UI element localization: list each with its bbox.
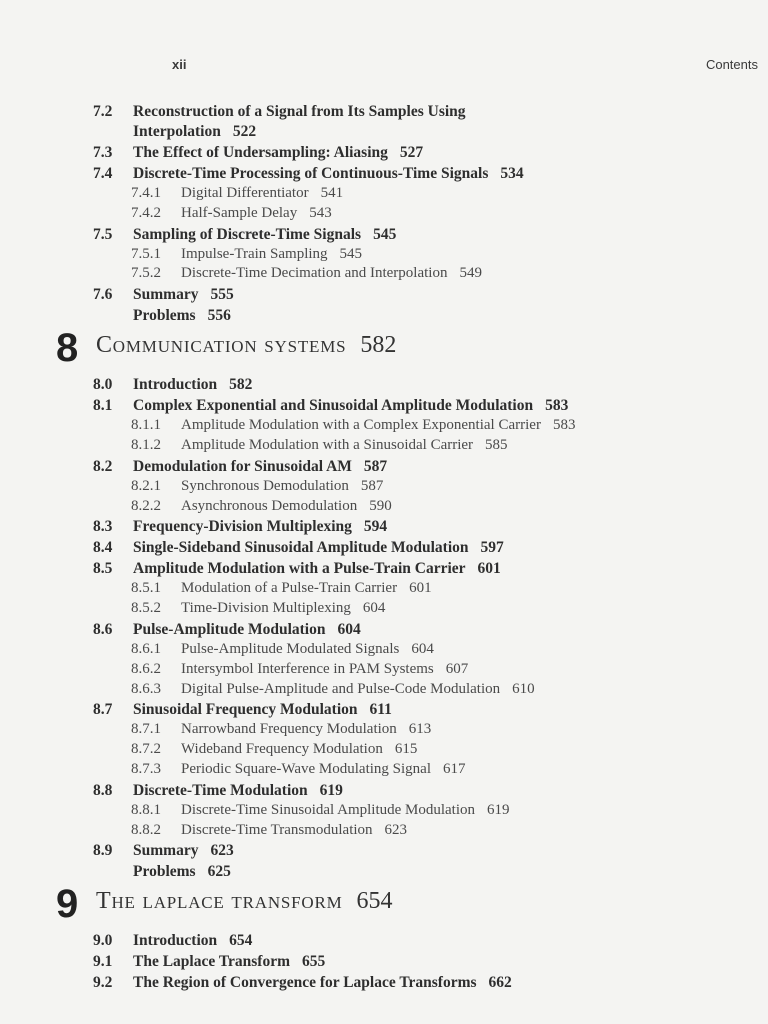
toc-subsection-8-8-2[interactable] [0,821,768,841]
page-number: xii [172,57,187,72]
section-number: 7.5 [93,225,113,243]
subsection-number: 8.7.2 [131,741,161,758]
section-number: 8.1 [93,397,113,415]
subsection-title: Wideband Frequency Modulation 615 [181,741,418,758]
section-title: Introduction 654 [133,932,253,950]
subsection-title: Pulse-Amplitude Modulated Signals 604 [181,640,434,657]
subsection-number: 8.7.1 [131,721,161,738]
toc-section-9-0[interactable] [0,930,768,951]
subsection-page: 545 [339,245,363,262]
subsection-page: 617 [443,760,466,777]
subsection-number: 8.6.1 [131,640,161,657]
chapter-title: The laplace transform 654 [96,888,393,915]
toc-section-8-3[interactable] [0,516,768,537]
subsection-number: 8.8.1 [131,801,161,818]
section-number: 8.6 [93,620,113,638]
toc-subsection-8-8-1[interactable] [0,801,768,821]
toc-section-7-6[interactable] [0,284,768,305]
toc-subsection-8-6-3[interactable] [0,680,768,700]
section-page: 655 [302,953,326,971]
subsection-number: 8.5.1 [131,580,161,597]
toc-subsection-8-5-2[interactable] [0,599,768,619]
chapter-page: 582 [360,332,397,359]
table-of-contents [0,101,768,993]
section-title: Complex Exponential and Sinusoidal Amplitude Modulation 583 [133,397,569,415]
chapter-number: 8 [56,326,79,371]
section-title: Reconstruction of a Signal from Its Samples Using [133,103,466,120]
toc-section-8-8[interactable] [0,780,768,801]
toc-chapter-8[interactable] [0,326,768,374]
section-title: Pulse-Amplitude Modulation 604 [133,620,361,638]
subsection-number: 8.8.2 [131,821,161,838]
subsection-page: 543 [309,204,332,221]
running-head [0,57,768,77]
subsection-number: 8.2.1 [131,477,161,494]
toc-subsection-8-1-1[interactable] [0,416,768,436]
section-number: 8.7 [93,701,113,719]
subsection-number: 7.4.1 [131,185,161,201]
section-page: 611 [369,701,392,719]
section-title: Problems 556 [133,307,231,325]
section-title: Sinusoidal Frequency Modulation 611 [133,701,392,719]
section-title: The Laplace Transform 655 [133,953,326,971]
toc-subsection-8-2-2[interactable] [0,497,768,517]
subsection-page: 615 [394,741,418,758]
section-title: The Effect of Undersampling: Aliasing 527 [133,144,424,161]
section-number: 8.8 [93,781,113,799]
subsection-number: 8.2.2 [131,497,161,514]
section-title: Amplitude Modulation with a Pulse-Train Carrier 601 [133,560,501,578]
toc-section-8-7[interactable] [0,699,768,720]
subsection-page: 601 [409,580,432,597]
chapter-page: 654 [356,888,393,915]
section-title: Introduction 582 [133,376,253,394]
toc-subsection-8-2-1[interactable] [0,477,768,497]
section-page: 545 [373,225,397,243]
subsection-title: Modulation of a Pulse-Train Carrier 601 [181,580,432,597]
section-title: The Region of Convergence for Laplace Transforms 662 [133,974,512,992]
subsection-number: 8.7.3 [131,760,161,777]
subsection-title: Discrete-Time Transmodulation 623 [181,821,408,838]
toc-section-9-1[interactable] [0,951,768,972]
subsection-page: 604 [411,640,434,657]
subsection-number: 7.5.1 [131,245,161,262]
section-number: 8.9 [93,842,113,860]
subsection-title: Discrete-Time Sinusoidal Amplitude Modulation 619 [181,801,510,818]
subsection-title: Amplitude Modulation with a Sinusoidal Carrier 585 [181,436,508,453]
running-head-title: Contents [705,57,758,72]
subsection-page: 590 [369,497,392,514]
subsection-title: Synchronous Demodulation 587 [181,477,384,494]
section-number: 8.0 [93,376,113,394]
section-title: Sampling of Discrete-Time Signals 545 [133,225,397,243]
toc-section-8-4[interactable] [0,537,768,558]
toc-section-8-1[interactable] [0,395,768,416]
section-page: 556 [207,307,231,325]
section-number: 7.2 [93,103,113,120]
section-number: 7.6 [93,286,113,304]
toc-section-8-9[interactable] [0,840,768,861]
toc-section-8-6[interactable] [0,619,768,640]
section-page: 654 [229,932,253,950]
subsection-number: 8.5.2 [131,600,161,617]
subsection-page: 610 [512,680,535,697]
toc-section-7-4[interactable] [0,163,768,184]
section-title-continued: Interpolation 522 [133,123,257,140]
subsection-title: Asynchronous Demodulation 590 [181,497,392,514]
subsection-number: 8.1.2 [131,436,161,453]
section-page: 601 [477,560,501,578]
toc-subsection-8-7-1[interactable] [0,720,768,740]
toc-section-9-2[interactable] [0,972,768,993]
section-page: 623 [210,842,234,860]
toc-subsection-7-5-2[interactable] [0,264,768,284]
subsection-number: 8.1.1 [131,417,161,434]
subsection-title: Time-Division Multiplexing 604 [181,600,386,617]
section-title: Frequency-Division Multiplexing 594 [133,518,388,536]
toc-subsection-8-7-3[interactable] [0,760,768,780]
section-page: 555 [210,286,234,304]
section-title: Summary 623 [133,842,234,860]
section-page: 582 [229,376,253,394]
section-page: 522 [232,123,257,140]
section-page: 604 [337,620,361,638]
subsection-page: 604 [362,600,386,617]
toc-subsection-7-4-1[interactable] [0,184,768,204]
subsection-page: 587 [360,477,384,494]
subsection-title: Narrowband Frequency Modulation 613 [181,721,432,738]
toc-subsection-8-7-2[interactable] [0,740,768,760]
subsection-title: Digital Pulse-Amplitude and Pulse-Code Modulation 610 [181,680,535,697]
subsection-page: 583 [552,417,576,434]
toc-section-8-2[interactable] [0,456,768,477]
toc-section-7-3[interactable] [0,142,768,163]
subsection-title: Impulse-Train Sampling 545 [181,245,363,262]
section-number: 9.0 [93,932,113,950]
section-number: 8.2 [93,457,113,475]
section-title: Discrete-Time Processing of Continuous-Time Signals 534 [133,165,524,182]
section-number: 7.4 [93,165,113,182]
section-title: Problems 625 [133,863,231,881]
section-number: 8.3 [93,518,113,536]
toc-section-7-2[interactable] [0,101,768,122]
subsection-page: 549 [459,265,482,282]
toc-section-8-0[interactable] [0,374,768,395]
section-title: Demodulation for Sinusoidal AM 587 [133,457,388,475]
subsection-title: Amplitude Modulation with a Complex Exponential Carrier 583 [181,417,576,434]
section-title: Summary 555 [133,286,234,304]
section-number: 9.1 [93,953,113,971]
subsection-page: 607 [445,660,469,677]
toc-problems-7[interactable] [0,305,768,326]
toc-section-7-5[interactable] [0,224,768,245]
toc-problems-8[interactable] [0,861,768,882]
subsection-title: Half-Sample Delay 543 [181,204,332,221]
section-number: 8.4 [93,539,113,557]
toc-subsection-7-5-1[interactable] [0,245,768,265]
subsection-number: 7.5.2 [131,265,161,282]
toc-chapter-9[interactable] [0,882,768,930]
subsection-page: 623 [384,821,408,838]
section-number: 9.2 [93,974,113,992]
section-page: 625 [207,863,231,881]
section-page: 597 [480,539,504,557]
chapter-number: 9 [56,882,79,927]
subsection-title: Discrete-Time Decimation and Interpolation 549 [181,265,482,282]
subsection-page: 541 [320,185,344,201]
subsection-page: 613 [408,721,432,738]
toc-section-8-5[interactable] [0,558,768,579]
subsection-title: Digital Differentiator 541 [181,185,344,201]
toc-subsection-8-5-1[interactable] [0,579,768,599]
section-title: Single-Sideband Sinusoidal Amplitude Modulation 597 [133,539,504,557]
section-title: Discrete-Time Modulation 619 [133,781,343,799]
toc-subsection-7-4-2[interactable] [0,204,768,224]
chapter-title: Communication systems 582 [96,332,397,359]
section-page: 587 [363,457,388,475]
section-number: 8.5 [93,560,113,578]
subsection-number: 8.6.2 [131,660,161,677]
section-page: 534 [500,165,524,182]
subsection-number: 8.6.3 [131,680,161,697]
subsection-page: 619 [487,801,510,818]
section-page: 594 [363,518,388,536]
toc-subsection-8-6-2[interactable] [0,660,768,680]
section-page: 527 [399,144,424,161]
subsection-page: 585 [485,436,508,453]
subsection-title: Periodic Square-Wave Modulating Signal 617 [181,760,466,777]
toc-subsection-8-1-2[interactable] [0,436,768,456]
section-page: 662 [488,974,512,992]
section-page: 583 [545,397,569,415]
subsection-title: Intersymbol Interference in PAM Systems 607 [181,660,469,677]
section-page: 619 [319,781,343,799]
toc-subsection-8-6-1[interactable] [0,640,768,660]
subsection-number: 7.4.2 [131,204,161,221]
section-number: 7.3 [93,144,113,161]
toc-section-7-2-cont[interactable] [0,122,768,142]
